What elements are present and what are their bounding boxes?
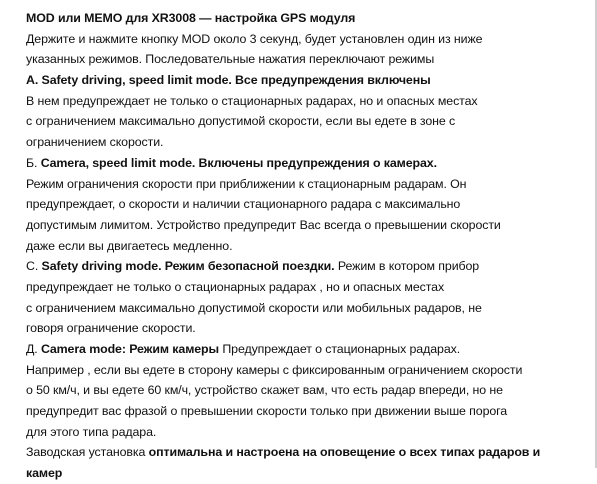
mode-d-heading-tail: Предупреждает о стационарных радарах.	[219, 342, 461, 356]
mode-b-prefix: Б.	[26, 155, 41, 170]
mode-d-line-4: для этого типа радара.	[26, 424, 157, 439]
mode-d-line-1: Например , если вы едете в сторону камеры с фиксированным ограничением скорости	[26, 362, 523, 377]
factory-line-1	[26, 442, 583, 463]
mode-c-prefix: С.	[26, 259, 42, 274]
mode-c-line-1: предупреждает не только о стационарных радарах , но и опасных местах	[26, 279, 445, 294]
factory-bold-1: оптимальна и настроена на оповещение о всех типах радаров и	[148, 445, 541, 460]
mode-d-line-2: о 50 км/ч, и вы едете 60 км/ч, устройство скажет вам, что есть радар впереди, но не	[26, 383, 503, 398]
mode-b-heading-line	[26, 153, 583, 174]
mode-a-line-1: В нем предупреждает не только о стационарных радарах, но и опасных местах	[26, 93, 478, 108]
factory-prefix: Заводская установка	[26, 445, 149, 460]
intro-line-1: Держите и нажмите кнопку MOD около 3 секунд, будет установлен один из ниже	[26, 31, 483, 46]
mode-b-line-3: допустимым лимитом. Устройство предупредит Вас всегда о превышении скорости	[26, 217, 501, 232]
mode-a-line-3: ограничением скорости.	[26, 135, 164, 150]
mode-b-line-1: Режим ограничения скорости при приближении к стационарным радарам. Он	[26, 176, 467, 191]
mode-b-line-4: даже если вы двигаетесь медленно.	[26, 238, 233, 253]
mode-c-line-3: говоря ограничение скорости.	[26, 321, 196, 336]
mode-c-heading-line	[26, 256, 583, 277]
mode-b-heading: Camera, speed limit mode. Включены предупреждения о камерах.	[40, 155, 437, 170]
mode-a-heading: А. Safety driving, speed limit mode. Все предупреждения включены	[26, 73, 431, 88]
mode-c-line-2: с ограничением максимально допустимой скорости или мобильных радаров, не	[26, 300, 482, 315]
mode-b-line-2: предупреждает, о скорости и наличии стационарного радара с максимально	[26, 197, 461, 212]
mode-c-heading: Safety driving mode. Режим безопасной поездки.	[41, 259, 335, 274]
document-title: MOD или MEMO для XR3008 — настройка GPS модуля	[26, 11, 356, 25]
mode-d-prefix: Д.	[26, 342, 41, 356]
mode-c-heading-tail: Режим в котором прибор	[334, 259, 480, 274]
factory-line-2: камер	[26, 466, 63, 481]
mode-d-heading: Camera mode: Режим камеры	[40, 342, 219, 356]
mode-d-line-3: предупредит вас фразой о превышении скорости только при движении выше порога	[26, 404, 508, 419]
mode-d-heading-line	[26, 339, 583, 360]
intro-line-2: указанных режимов. Последовательные нажатия переключают режимы	[26, 52, 435, 67]
mode-a-line-2: с ограничением максимально допустимой скорости, если вы едете в зоне с	[26, 114, 456, 129]
